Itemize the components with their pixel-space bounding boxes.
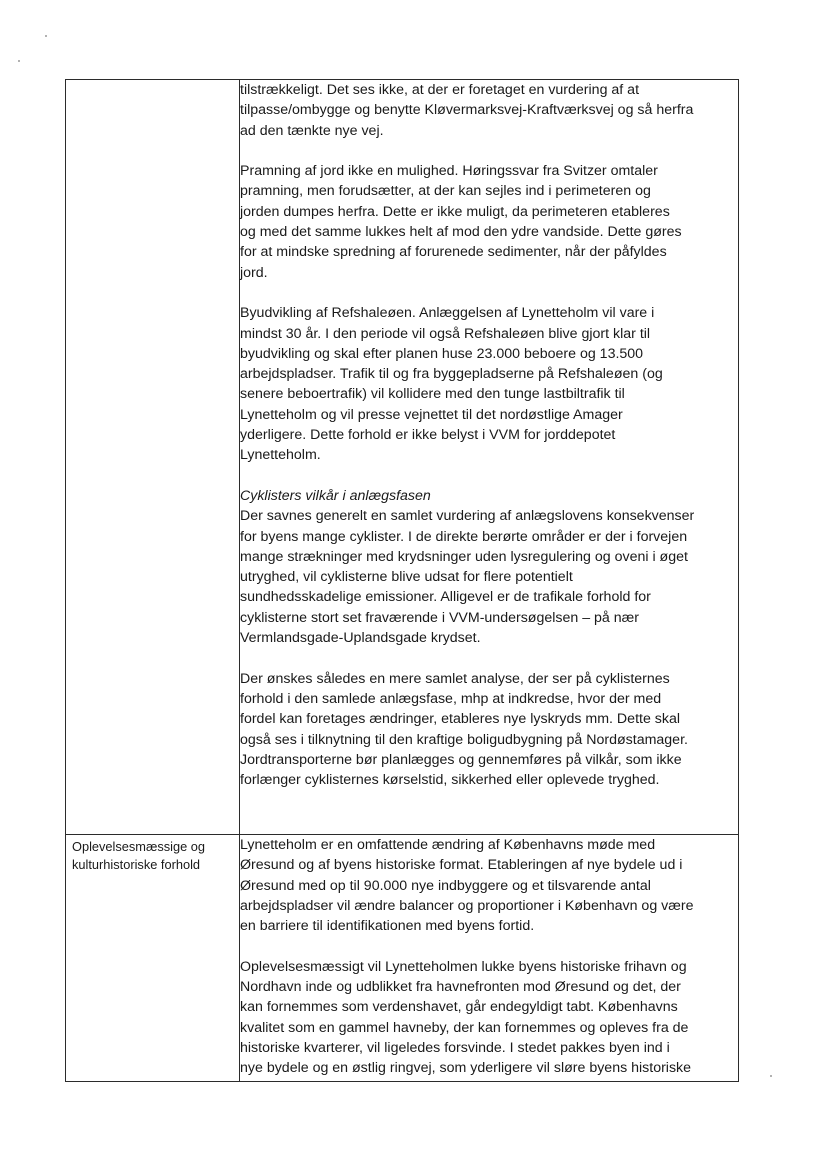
body-cell [240, 835, 739, 1082]
scan-speck [45, 35, 47, 37]
row-label [66, 80, 239, 83]
section-heading: Cyklisters vilkår i anlægsfasen [240, 487, 431, 504]
content-table [65, 79, 739, 1082]
scan-speck [770, 1075, 772, 1077]
body-cell [240, 80, 739, 835]
paragraph: tilstrækkeligt. Det ses ikke, at der er foretaget en vurdering af at tilpasse/ombygge og benytte Kløvermarksvej-Kraftværksvej og så herfra ad den tænkte nye vej. [240, 82, 694, 139]
paragraph: Lynetteholm er en omfattende ændring af Københavns møde med Øresund og af byens historiske format. Etableringen af nye bydele ud i Øresund med op til 90.000 nye indbyggere og et tilsvarende antal arbejdspladser vil ændre balancer og proportioner i København og være en barriere til identifikationen med byens fortid. [240, 837, 694, 935]
paragraph: Der savnes generelt en samlet vurdering af anlægslovens konsekvenser for byens mange cyklister. I de direkte berørte områder er der i forvejen mange strækninger med krydsninger uden lysregulering og oveni i øget utryghed, vil cyklisterne blive udsat for flere potentielt sundhedsskadelige emissioner. Alligevel er de trafikale forhold for cyklisterne stort set fraværende i VVM-undersøgelsen – på nær Vermlandsgade-Uplandsgade krydset. [240, 508, 695, 647]
paragraph: Pramning af jord ikke en mulighed. Høringssvar fra Svitzer omtaler pramning, men forudsætter, at der kan sejles ind i perimeteren og jorden dumpes herfra. Dette er ikke muligt, da perimeteren etableres og med det samme lukkes helt af mod den ydre vandside. Dette gøres for at mindske spredning af forurenede sedimenter, når der påfyldes jord. [240, 163, 682, 281]
row-label: Oplevelsesmæssige og kulturhistoriske forhold [72, 839, 206, 872]
paragraph: Oplevelsesmæssigt vil Lynetteholmen lukke byens historiske frihavn og Nordhavn inde og udblikket fra havnefronten mod Øresund og det, der kan fornemmes som verdenshavet, går endegyldigt tabt. Københavns kvalitet som en gammel havneby, der kan fornemmes og opleves fra de historiske kvarterer, vil ligeledes forsvinde. I stedet pakkes byen ind i nye bydele og en østlig ringvej, som yderligere vil sløre byens historiske [240, 958, 692, 1077]
table-row [66, 835, 739, 1082]
table-row [66, 80, 739, 835]
label-cell [66, 835, 240, 1082]
label-cell [66, 80, 240, 835]
scan-speck [18, 60, 20, 62]
paragraph: Byudvikling af Refshaleøen. Anlæggelsen af Lynetteholm vil vare i mindst 30 år. I den periode vil også Refshaleøen blive gjort klar til byudvikling og skal efter planen huse 23.000 beboere og 13.500 arbejdspladser. Trafik til og fra byggepladserne på Refshaleøen (og senere beboertrafik) vil kollidere med den tunge lastbiltrafik til Lynetteholm og vil presse vejnettet til det nordøstlige Amager yderligere. Dette forhold er ikke belyst i VVM for jorddepotet Lynetteholm. [240, 305, 663, 464]
paragraph: Der ønskes således en mere samlet analyse, der ser på cyklisternes forhold i den samlede anlægsfase, mhp at indkredse, hvor der med fordel kan foretages ændringer, etableres nye lyskryds mm. Dette skal også ses i tilknytning til den kraftige boligudbygning på Nordøstamager. Jordtransporterne bør planlægges og gennemføres på vilkår, som ikke forlænger cyklisternes kørselstid, sikkerhed eller oplevede tryghed. [240, 670, 688, 789]
